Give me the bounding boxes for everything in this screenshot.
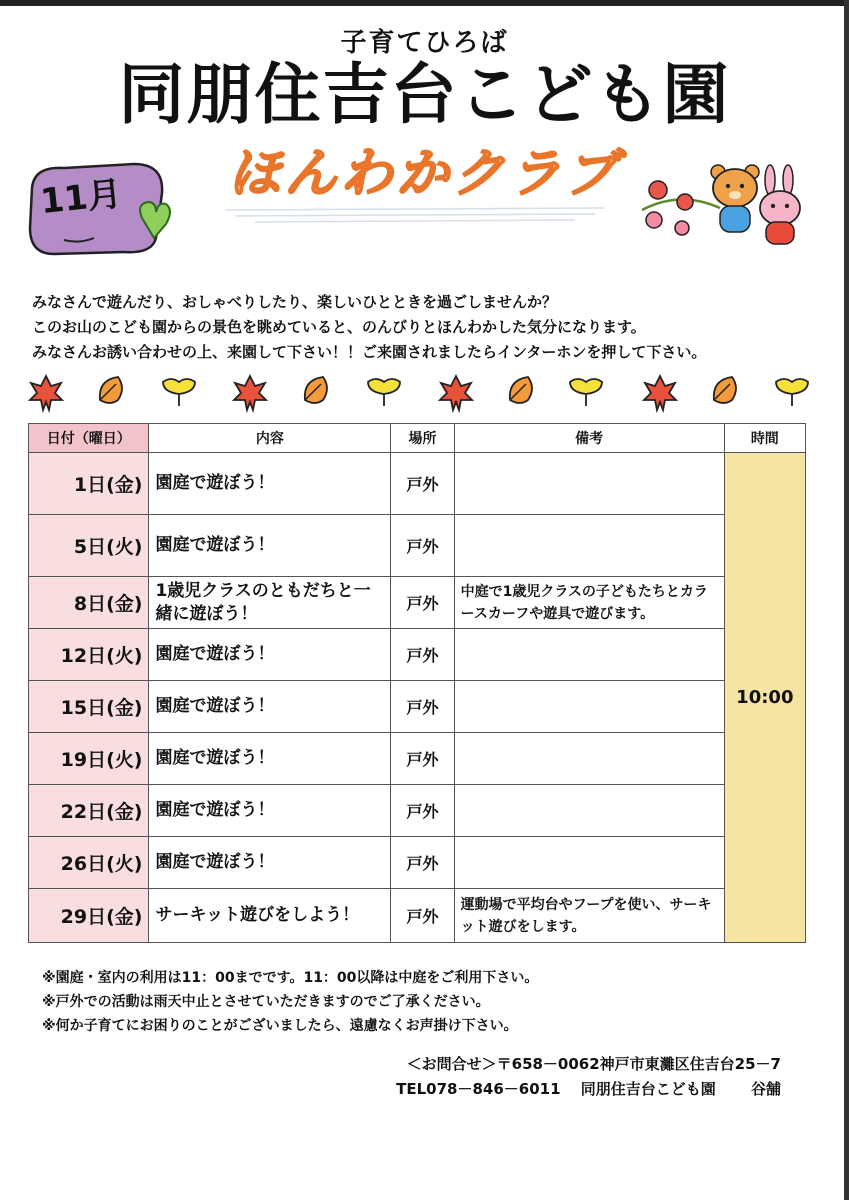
- row-place: 戸外: [391, 577, 454, 629]
- table-row: [29, 515, 806, 577]
- footnotes: [42, 966, 822, 1038]
- subtitle: 子育てひろば: [340, 28, 509, 58]
- row-place: 戸外: [391, 515, 454, 577]
- row-content: 園庭で遊ぼう！: [149, 681, 391, 733]
- ginkgo-leaf-icon: [368, 379, 400, 406]
- row-content: サーキット遊びをしよう！: [149, 889, 391, 943]
- row-content: 園庭で遊ぼう！: [149, 733, 391, 785]
- row-notes: 中庭で1歳児クラスの子どもたちとカラースカーフや遊具で遊びます。: [454, 577, 724, 629]
- row-date: 1日(金): [29, 453, 149, 515]
- row-place: 戸外: [391, 837, 454, 889]
- row-place: 戸外: [391, 733, 454, 785]
- row-date: 26日(火): [29, 837, 149, 889]
- row-place: 戸外: [391, 681, 454, 733]
- footnote: ※何か子育てにお困りのことがございましたら、遠慮なくお声掛け下さい。: [42, 1018, 518, 1034]
- header-content: 内容: [149, 424, 391, 453]
- orange-leaf-icon: [305, 377, 327, 403]
- row-date: 5日(火): [29, 515, 149, 577]
- row-content: 園庭で遊ぼう！: [149, 785, 391, 837]
- bear-icon: [711, 165, 759, 232]
- row-place: 戸外: [391, 889, 454, 943]
- ginkgo-leaf-icon: [570, 379, 602, 406]
- header-place: 場所: [391, 424, 454, 453]
- table-row: [29, 785, 806, 837]
- month-label: 11月: [38, 173, 124, 223]
- maple-leaf-icon: [440, 376, 472, 410]
- row-date: 15日(金): [29, 681, 149, 733]
- row-content: 園庭で遊ぼう！: [149, 837, 391, 889]
- row-notes: [454, 837, 724, 889]
- rabbit-icon: [760, 165, 800, 244]
- table-row: [29, 629, 806, 681]
- header-date: 日付（曜日）: [29, 424, 149, 453]
- leaf-decoration-row: [24, 370, 814, 415]
- table-header-row: [29, 424, 806, 453]
- club-title: ほんわかクラブ: [228, 144, 621, 204]
- row-date: 12日(火): [29, 629, 149, 681]
- header-notes: 備考: [454, 424, 724, 453]
- row-notes: [454, 629, 724, 681]
- row-content: 園庭で遊ぼう！: [149, 629, 391, 681]
- contact-address: ＜お問合せ＞〒658－0062神戸市東灘区住吉台25－7: [406, 1055, 781, 1073]
- row-notes: [454, 681, 724, 733]
- table-row: [29, 577, 806, 629]
- top-border: [0, 0, 849, 6]
- intro-line: みなさんで遊んだり、おしゃべりしたり、楽しいひとときを過ごしませんか？: [32, 293, 558, 311]
- row-notes: [454, 453, 724, 515]
- row-notes: [454, 733, 724, 785]
- row-notes: 運動場で平均台やフープを使い、サーキット遊びをします。: [454, 889, 724, 943]
- ginkgo-leaf-icon: [776, 379, 808, 406]
- intro-line: みなさんお誘い合わせの上、来園して下さい！！ご来園されましたらインターホンを押して下さい。: [32, 343, 707, 361]
- table-row: [29, 681, 806, 733]
- club-title-shadow: [215, 200, 615, 230]
- row-notes: [454, 515, 724, 577]
- maple-leaf-icon: [644, 376, 676, 410]
- row-place: 戸外: [391, 785, 454, 837]
- table-row: [29, 453, 806, 515]
- page-title: 同朋住吉台こども園: [118, 56, 731, 133]
- maple-leaf-icon: [30, 376, 62, 410]
- intro-text: [32, 290, 822, 365]
- row-date: 19日(火): [29, 733, 149, 785]
- row-content: 1歳児クラスのともだちと一緒に遊ぼう！: [149, 577, 391, 629]
- time-cell: 10:00: [724, 453, 805, 943]
- footnote: ※戸外での活動は雨天中止とさせていただきますのでご了承ください。: [42, 994, 490, 1010]
- row-place: 戸外: [391, 629, 454, 681]
- row-notes: [454, 785, 724, 837]
- maple-leaf-icon: [234, 376, 266, 410]
- table-row: [29, 733, 806, 785]
- orange-leaf-icon: [100, 377, 122, 403]
- orange-leaf-icon: [714, 377, 736, 403]
- table-row: [29, 889, 806, 943]
- contact-info: [396, 1052, 781, 1102]
- row-content: 園庭で遊ぼう！: [149, 453, 391, 515]
- orange-leaf-icon: [510, 377, 532, 403]
- bear-rabbit-illustration: [640, 160, 815, 255]
- row-date: 22日(金): [29, 785, 149, 837]
- contact-phone: TEL078－846－6011 同朋住吉台こども園 谷舗: [396, 1080, 781, 1098]
- row-date: 29日(金): [29, 889, 149, 943]
- row-content: 園庭で遊ぼう！: [149, 515, 391, 577]
- strawberry-branch-icon: [642, 181, 720, 235]
- ginkgo-leaf-icon: [163, 379, 195, 406]
- schedule-table: [28, 423, 806, 943]
- row-date: 8日(金): [29, 577, 149, 629]
- footnote: ※園庭・室内の利用は11：00までです。11：00以降は中庭をご利用下さい。: [42, 970, 539, 986]
- header-time: 時間: [724, 424, 805, 453]
- intro-line: このお山のこども園からの景色を眺めていると、のんびりとほんわかした気分になります。: [32, 318, 646, 336]
- table-row: [29, 837, 806, 889]
- row-place: 戸外: [391, 453, 454, 515]
